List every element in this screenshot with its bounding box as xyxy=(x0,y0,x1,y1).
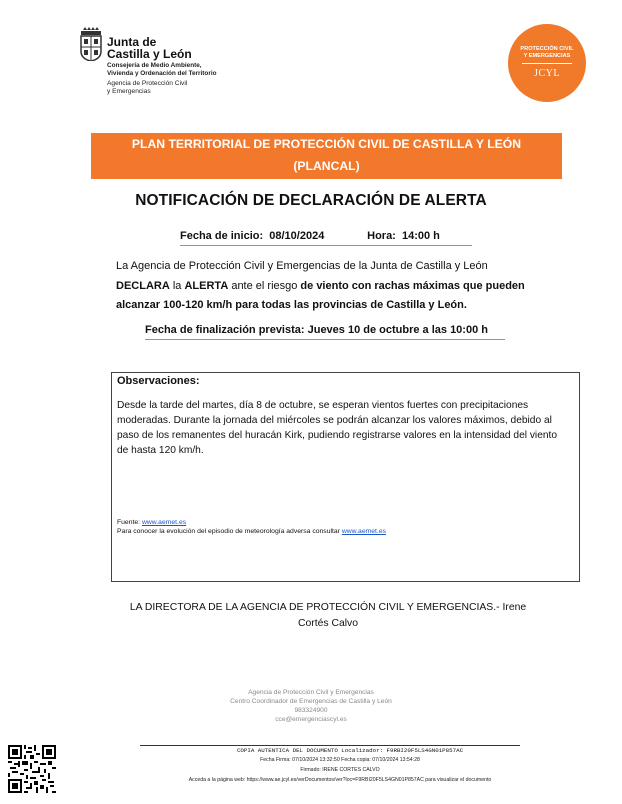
source-info: Fuente: www.aemet.es Para conocer la evolución del episodio de meteorología adversa consultar www.aemet.es xyxy=(117,519,387,535)
badge-divider xyxy=(522,63,572,64)
qr-code-icon xyxy=(8,745,56,793)
start-date-line: Fecha de inicio: 08/10/2024 Hora: 14:00 h xyxy=(180,230,440,242)
director-signature: LA DIRECTORA DE LA AGENCIA DE PROTECCIÓN CIVIL Y EMERGENCIAS.- Irene Cortés Calvo xyxy=(129,602,527,629)
signature-dates: Fecha Firma: 07/10/2024 13:32:50 Fecha copia: 07/10/2024 13:54:28 xyxy=(260,757,420,763)
agency-name: Agencia de Protección Civil y Emergencias xyxy=(107,80,188,95)
document-title: NOTIFICACIÓN DE DECLARACIÓN DE ALERTA xyxy=(135,192,487,209)
footer-rule xyxy=(140,745,520,746)
start-date-underline xyxy=(180,245,472,246)
proteccion-civil-badge: PROTECCIÓN CIVIL Y EMERGENCIAS JCYL xyxy=(508,24,586,102)
evolution-link[interactable]: www.aemet.es xyxy=(341,528,387,535)
logo-title: Junta de Castilla y León xyxy=(107,35,192,61)
source-link[interactable]: www.aemet.es xyxy=(141,519,187,526)
plan-title-band: PLAN TERRITORIAL DE PROTECCIÓN CIVIL DE CASTILLA Y LEÓN (PLANCAL) xyxy=(91,133,562,179)
junta-crest-icon xyxy=(79,27,103,61)
contact-email[interactable]: cce@emergenciascyl.es xyxy=(275,716,347,723)
observations-text: Desde la tarde del martes, día 8 de octubre, se esperan vientos fuertes con precipitaciones moderadas. Durante la jornada del miércoles se podrán alcanzar los valores máximos, debido al paso de los remanentes del huracán Kirk, pudiendo registrarse valores en la intensidad del viento de hasta 120 km/h. xyxy=(117,400,558,456)
footer-contact: Agencia de Protección Civil y Emergencias Centro Coordinador de Emergencias de Castilla y León 983324900 cce@emergenciascyl.es xyxy=(0,688,622,724)
declaration-text: La Agencia de Protección Civil y Emergencias de la Junta de Castilla y León DECLARA la ALERTA ante el riesgo de viento con rachas máximas que pueden alcanzar 100-120 km/h para todas las provincias de Castilla y León. xyxy=(116,260,525,311)
consejeria-name: Consejería de Medio Ambiente, Vivienda y Ordenación del Territorio xyxy=(107,62,217,77)
signed-by: Firmado: IRENE CORTES CALVO xyxy=(300,767,380,773)
observations-title: Observaciones: xyxy=(117,375,200,387)
end-date-underline xyxy=(145,339,505,340)
end-date-line: Fecha de finalización prevista: Jueves 10 de octubre a las 10:00 h xyxy=(145,324,488,336)
access-info: Acceda a la página web: https://www.ae.jcyl.es/verDocumentos/ver?loc=F9RBI20F5LS4GN01P857AC para visualizar el documento xyxy=(188,777,492,783)
authentic-copy-line: COPIA AUTENTICA DEL DOCUMENTO Localizador: F9RBI20F5LS4GN01P857AC xyxy=(236,747,464,754)
